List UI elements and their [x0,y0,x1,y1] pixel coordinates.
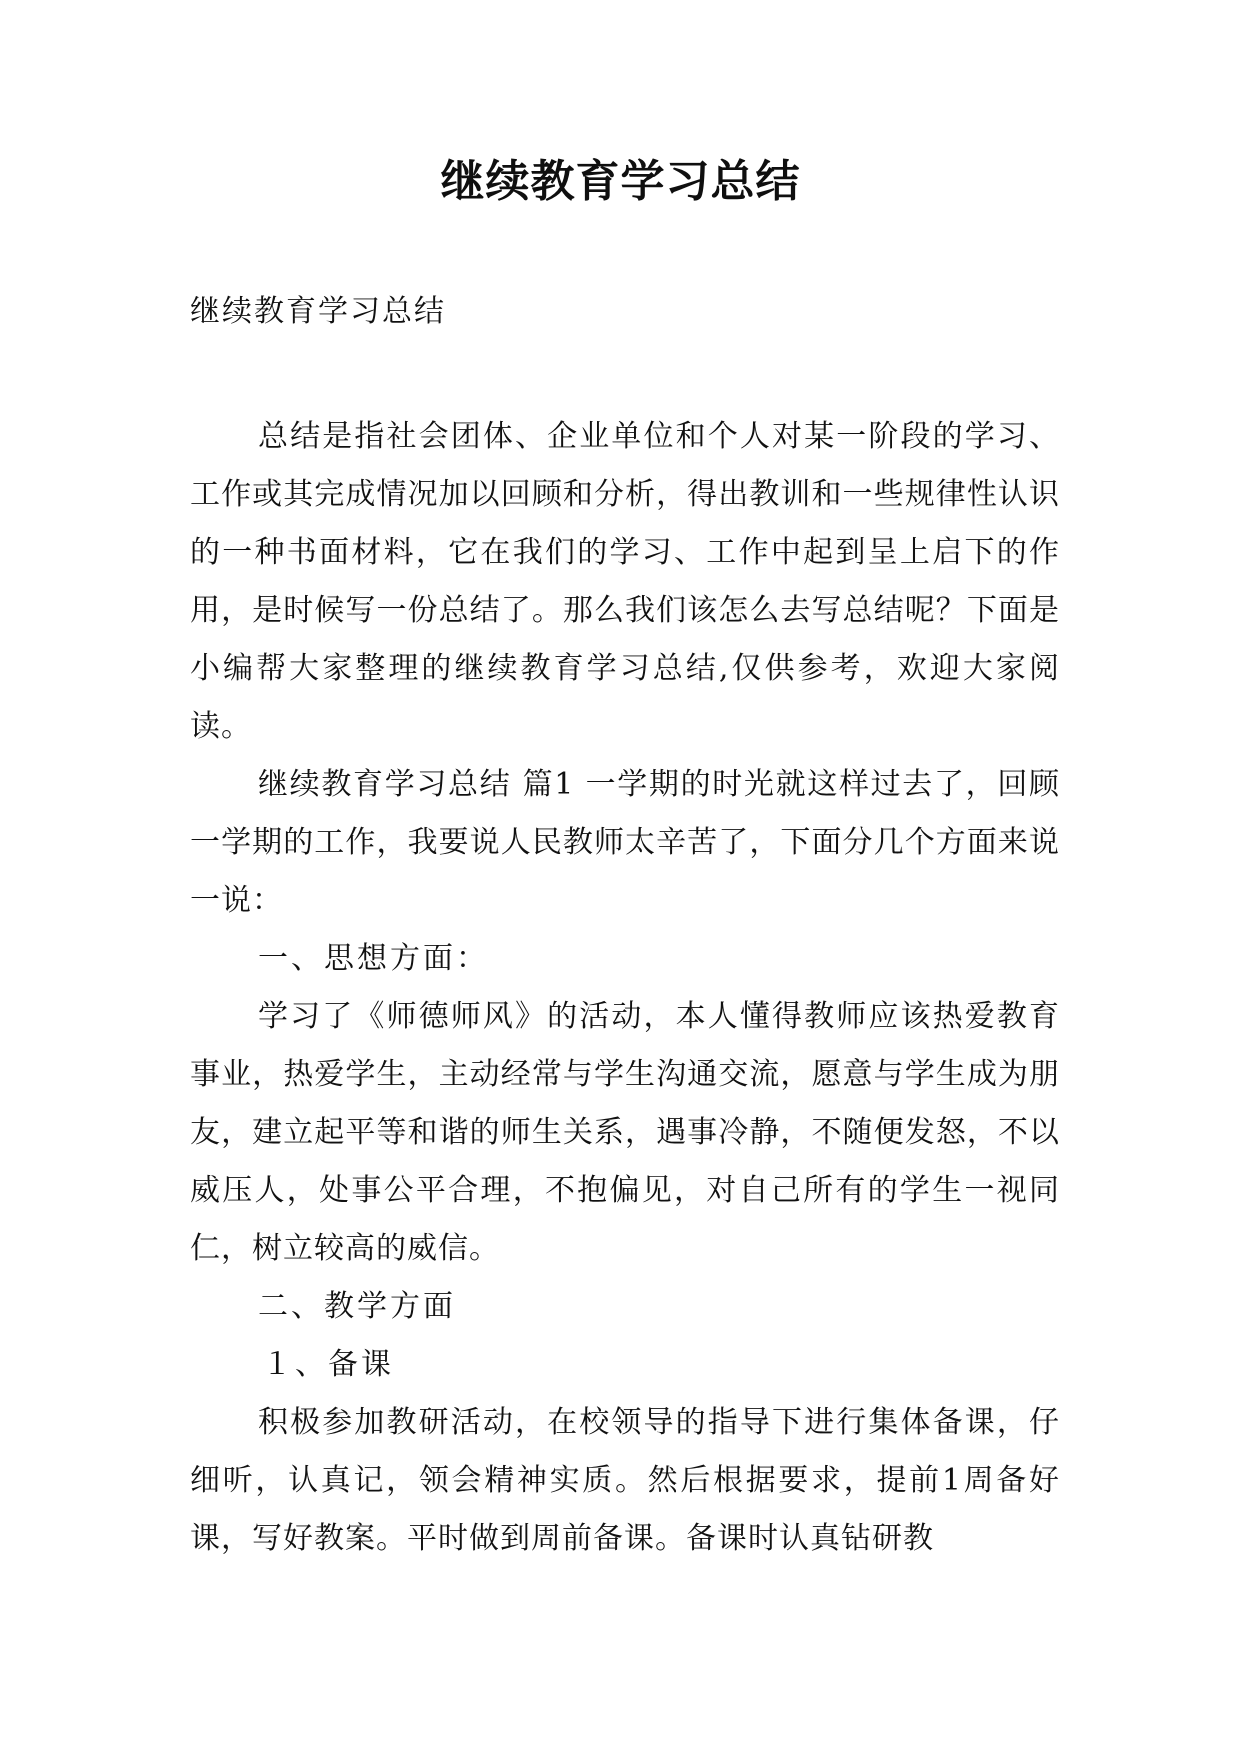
section-heading-teaching: 二、教学方面 [258,1289,456,1324]
intro-paragraph: 总结是指社会团体、企业单位和个人对某一阶段的学习、工作或其完成情况加以回顾和分析，得出教训和一些规律性认识的一种书面材料，它在我们的学习、工作中起到呈上启下的作用，是时候写一份总结了。那么我们该怎么去写总结呢？下面是小编帮大家整理的继续教育学习总结,仅供参考，欢迎大家阅读。 [190,419,1060,744]
document-title: 继续教育学习总结 [440,156,801,207]
document-subtitle: 继续教育学习总结 [190,294,446,329]
section-heading-thought: 一、思想方面： [258,941,489,976]
section-lead-paragraph: 继续教育学习总结 篇1 一学期的时光就这样过去了，回顾一学期的工作，我要说人民教师太辛苦了，下面分几个方面来说一说： [190,767,1060,918]
lesson-prep-paragraph: 积极参加教研活动，在校领导的指导下进行集体备课，仔细听，认真记，领会精神实质。然后根据要求，提前1周备好课，写好教案。平时做到周前备课。备课时认真钻研教 [190,1405,1060,1556]
document-body [190,408,1060,1568]
subheading-lesson-prep: １、备课 [262,1347,394,1382]
thought-paragraph: 学习了《师德师风》的活动，本人懂得教师应该热爱教育事业，热爱学生，主动经常与学生沟通交流，愿意与学生成为朋友，建立起平等和谐的师生关系，遇事冷静，不随便发怒，不以威压人，处事公平合理，不抱偏见，对自己所有的学生一视同仁，树立较高的威信。 [190,999,1060,1266]
